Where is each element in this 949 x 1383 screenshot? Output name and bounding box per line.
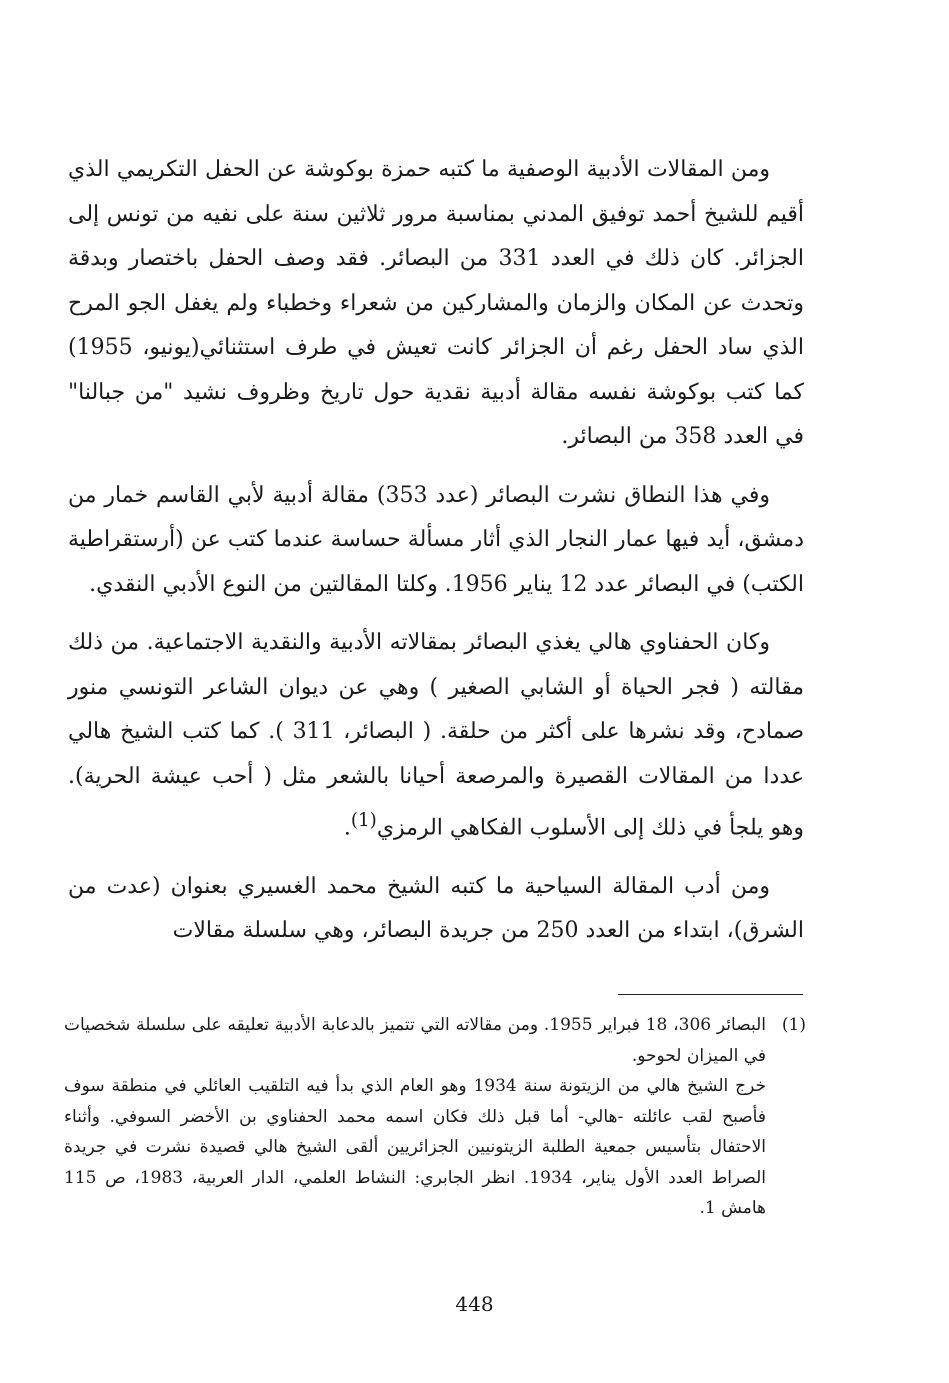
- paragraph-2: وفي هذا النطاق نشرت البصائر (عدد 353) مقالة أدبية لأبي القاسم خمار من دمشق، أيد فيها عمار النجار الذي أثار مسألة حساسة عندما كتب عن (أرستقراطية الكتب) في البصائر عدد 12 يناير 1956. وكلتا المقالتين من النوع الأدبي النقدي.: [68, 482, 804, 597]
- paragraph-3-text: وكان الحفناوي هالي يغذي البصائر بمقالاته الأدبية والنقدية الاجتماعية. من ذلك مقالته ( فجر الحياة أو الشابي الصغير ) وهي عن ديوان الشاعر التونسي منور صمادح، وقد نشرها على أكثر من حلقة. ( البصائر، 311 ). كما كتب الشيخ هالي عددا من المقالات القصيرة والمرصعة أحيانا بالشعر مثل ( أحب عيشة الحرية). وهو يلجأ في ذلك إلى الأسلوب الفكاهي الرمزي: [68, 630, 804, 841]
- footnote-body: [64, 1010, 766, 1224]
- paragraph-3-end: .: [343, 815, 351, 841]
- footnote-line: البصائر 306، 18 فبراير 1955. ومن مقالاته التي تتميز بالدعابة الأدبية تعليقه على سلسلة شخصيات في الميزان لحوحو.: [64, 1015, 766, 1066]
- footnotes: [64, 1010, 806, 1224]
- page-number: 448: [455, 1292, 494, 1316]
- footnote-number: (1): [781, 1015, 806, 1035]
- paragraph-1: ومن المقالات الأدبية الوصفية ما كتبه حمزة بوكوشة عن الحفل التكريمي الذي أقيم للشيخ أحمد توفيق المدني بمناسبة مرور ثلاثين سنة على نفيه من تونس إلى الجزائر. كان ذلك في العدد 331 من البصائر. فقد وصف الحفل باختصار وبدقة وتحدث عن المكان والزمان والمشاركين من شعراء وخطباء ولم يغفل الجو المرح الذي ساد الحفل رغم أن الجزائر كانت تعيش في طرف استثنائي(يونيو، 1955) كما كتب بوكوشة نفسه مقالة أدبية نقدية حول تاريخ وظروف نشيد "من جبالنا" في العدد 358 من البصائر.: [68, 157, 804, 449]
- paragraph-4: ومن أدب المقالة السياحية ما كتبه الشيخ محمد الغسيري بعنوان (عدت من الشرق)، ابتداء من العدد 250 من جريدة البصائر، وهي سلسلة مقالات: [68, 873, 804, 944]
- footnote-1: [64, 1010, 806, 1224]
- main-text: [68, 148, 804, 968]
- footnote-reference[interactable]: (1): [350, 810, 377, 831]
- footnote-line: خرج الشيخ هالي من الزيتونة سنة 1934 وهو العام الذي بدأ فيه التلقيب العائلي في منطقة سوف فأصبح لقب عائلته -هالي- أما قبل ذلك فكان اسمه محمد الحفناوي بن الأخضر السوفي. وأثناء الاحتفال بتأسيس جمعية الطلبة الزيتونيين الجزائريين ألقى الشيخ هالي قصيدة نشرت في جريدة الصراط العدد الأول يناير، 1934. انظر الجابري: النشاط العلمي، الدار العربية، 1983، ص 115 هامش 1.: [64, 1076, 766, 1218]
- footnote-separator: [618, 994, 803, 995]
- paragraph-3: [68, 621, 804, 851]
